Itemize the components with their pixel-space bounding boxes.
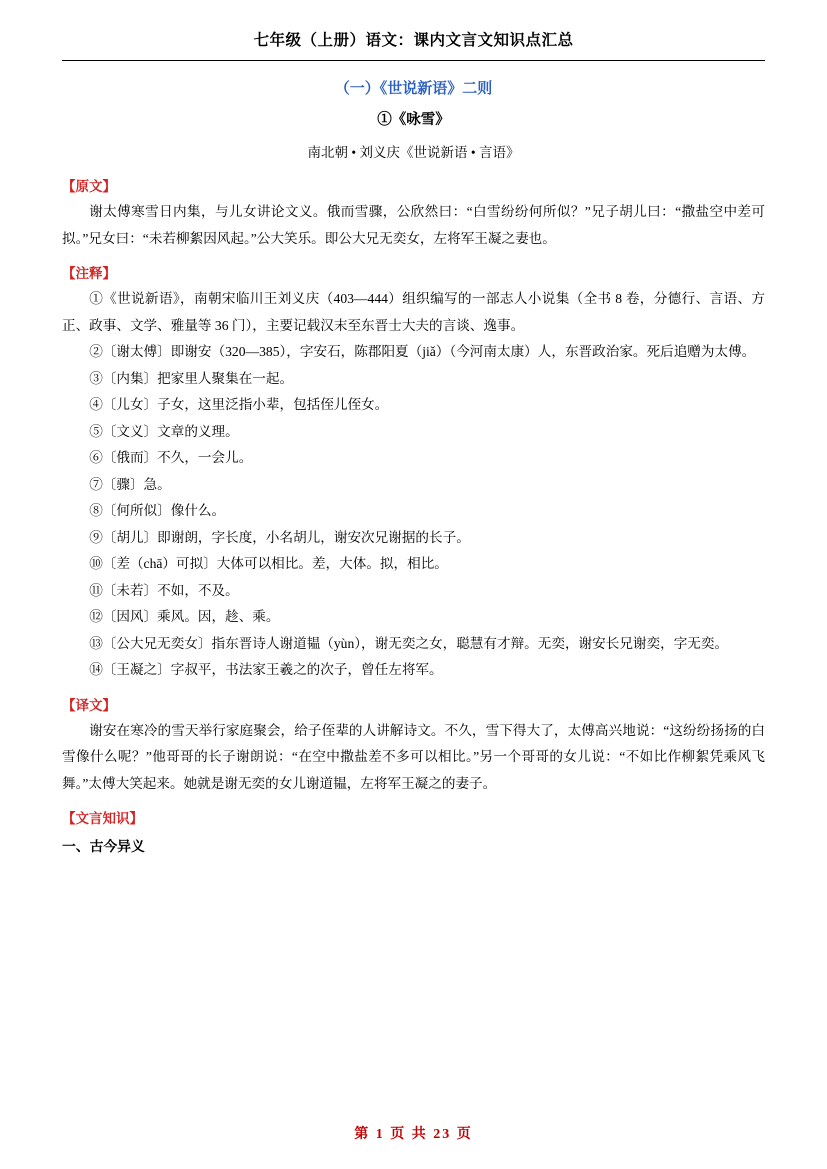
label-knowledge: 【文言知识】 <box>62 811 143 826</box>
original-text: 谢太傅寒雪日内集，与儿女讲论文义。俄而雪骤，公欣然曰：“白雪纷纷何所似？”兄子胡儿曰：“撒盐空中差可拟。”兄女曰：“未若柳絮因风起。”公大笑乐。即公大兄无奕女，左将军王凝之妻也。 <box>62 204 765 246</box>
note-item: ⑭〔王凝之〕字叔平，书法家王羲之的次子，曾任左将军。 <box>89 662 443 677</box>
title-divider <box>62 60 765 61</box>
note-item: ①《世说新语》，南朝宋临川王刘义庆（403—444）组织编写的一部志人小说集（全书 8 卷，分德行、言语、方正、政事、文学、雅量等 36 门），主要记载汉末至东晋士大夫的言谈、逸事。 <box>62 291 765 333</box>
note-item: ⑨〔胡儿〕即谢朗，字长度，小名胡儿，谢安次兄谢据的长子。 <box>89 529 470 545</box>
note-item: ③〔内集〕把家里人聚集在一起。 <box>89 370 294 386</box>
attribution-line: 南北朝 • 刘义庆《世说新语 • 言语》 <box>307 145 520 160</box>
knowledge-item-heading: 一、古今异义 <box>62 839 145 854</box>
section-heading: （一）《世说新语》二则 <box>334 81 493 97</box>
note-item: ⑥〔俄而〕不久，一会儿。 <box>89 450 253 465</box>
note-item: ⑬〔公大兄无奕女〕指东晋诗人谢道韫（yùn），谢无奕之女，聪慧有才辩。无奕，谢安长兄谢奕，字无奕。 <box>89 635 729 651</box>
note-item: ⑤〔文义〕文章的义理。 <box>89 423 239 439</box>
translation-text: 谢安在寒冷的雪天举行家庭聚会，给子侄辈的人讲解诗文。不久，雪下得大了，太傅高兴地说：“这纷纷扬扬的白雪像什么呢？”他哥哥的长子谢朗说：“在空中撒盐差不多可以相比。”另一个哥哥的女儿说：“不如比作柳絮凭乘风飞舞。”太傅大笑起来。她就是谢无奕的女儿谢道韫，左将军王凝之的妻子。 <box>62 722 765 791</box>
page-title: 七年级（上册）语文：课内文言文知识点汇总 <box>253 32 574 49</box>
note-item: ⑧〔何所似〕像什么。 <box>89 503 226 518</box>
note-item: ⑦〔骤〕急。 <box>89 476 171 492</box>
sub-heading: ①《咏雪》 <box>377 112 450 128</box>
note-item: ⑩〔差（chā）可拟〕大体可以相比。差，大体。拟，相比。 <box>89 556 448 571</box>
label-original: 【原文】 <box>62 179 116 194</box>
page-footer: 第 1 页 共 23 页 <box>354 1127 473 1142</box>
label-translation: 【译文】 <box>62 697 116 713</box>
note-item: ⑫〔因风〕乘风。因，趁、乘。 <box>89 609 280 624</box>
note-item: ⑪〔未若〕不如，不及。 <box>89 582 239 598</box>
label-annotation: 【注释】 <box>62 266 116 281</box>
note-item: ④〔儿女〕子女，这里泛指小辈，包括侄儿侄女。 <box>89 397 389 412</box>
note-item: ②〔谢太傅〕即谢安（320—385），字安石，陈郡阳夏（jiǎ）（今河南太康）人，东晋政治家。死后追赠为太傅。 <box>89 344 756 359</box>
